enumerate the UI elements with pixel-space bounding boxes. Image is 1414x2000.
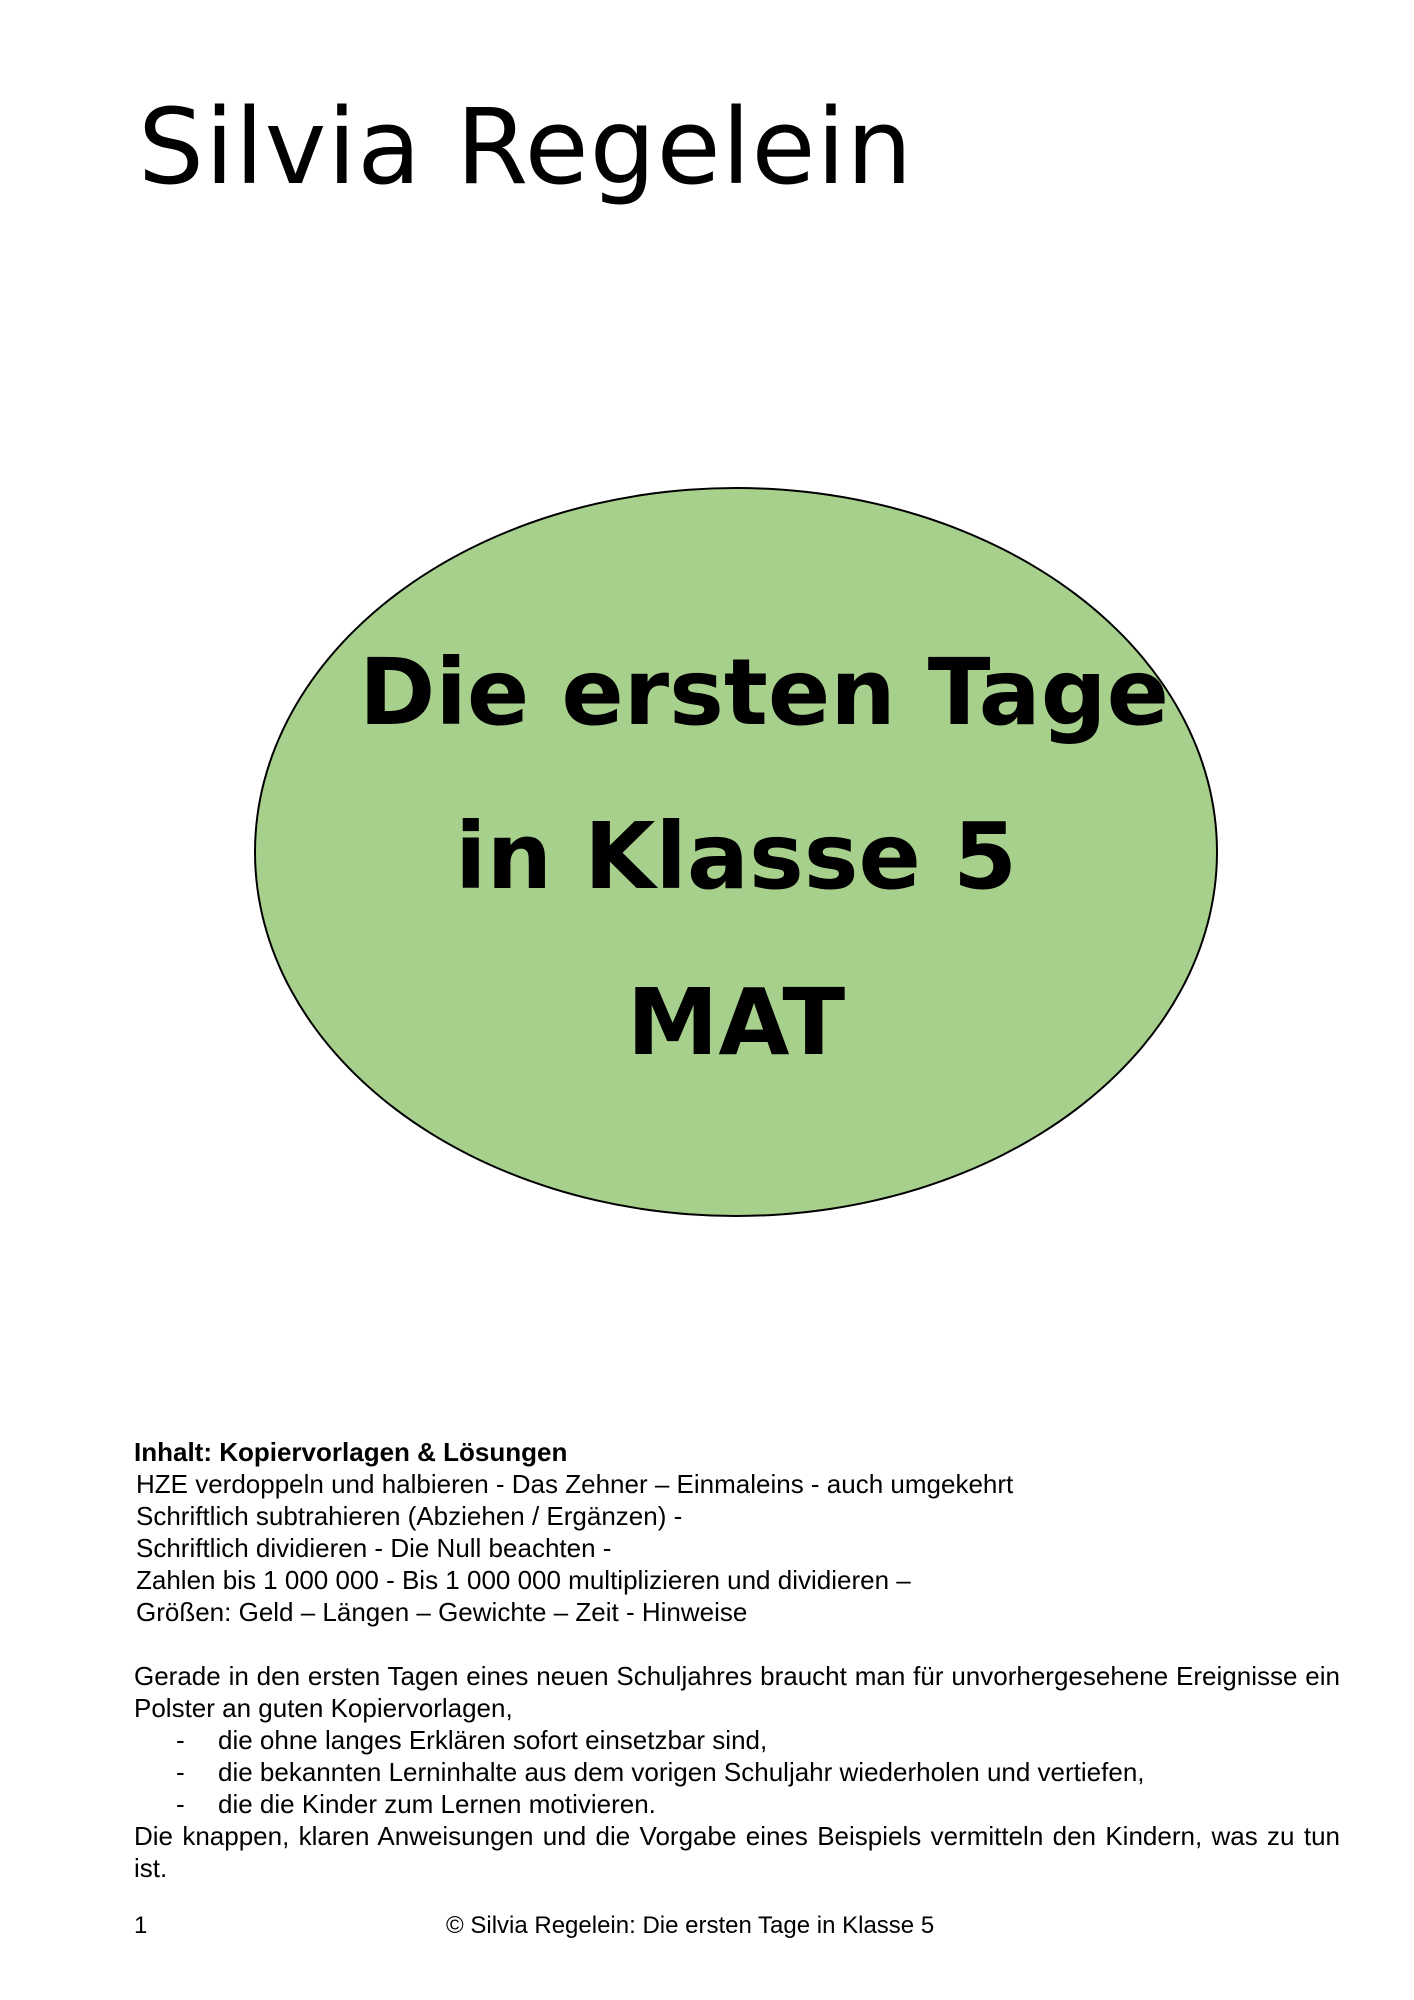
closing-paragraph: Die knappen, klaren Anweisungen und die Vorgabe eines Beispiels vermitteln den Kindern, was zu tun ist. xyxy=(134,1821,1340,1883)
page-number: 1 xyxy=(134,1912,148,1939)
topic-item: Größen: Geld – Längen – Gewichte – Zeit - Hinweise xyxy=(136,1597,748,1627)
bullet-text: die bekannten Lerninhalte aus dem vorigen Schuljahr wiederholen und vertiefen, xyxy=(218,1757,1145,1787)
bullet-item xyxy=(134,1756,1340,1788)
bullet-item xyxy=(134,1724,1340,1756)
topic-item: Schriftlich dividieren - Die Null beachten - xyxy=(136,1533,612,1563)
bullet-dash: - xyxy=(176,1757,185,1787)
topic-item: HZE verdoppeln und halbieren - Das Zehner – Einmaleins - auch umgekehrt xyxy=(136,1469,1014,1499)
topic-item: Zahlen bis 1 000 000 - Bis 1 000 000 multiplizieren und dividieren – xyxy=(136,1565,911,1595)
bullet-dash: - xyxy=(176,1725,185,1755)
bullet-item xyxy=(134,1788,1340,1820)
topic-list xyxy=(134,1468,1340,1628)
page-footer xyxy=(0,1910,1414,1942)
title-line-3: MAT xyxy=(626,969,846,1076)
title-line-2: in Klasse 5 xyxy=(455,803,1017,910)
topic-item: Schriftlich subtrahieren (Abziehen / Ergänzen) - xyxy=(136,1501,683,1531)
bullet-text: die die Kinder zum Lernen motivieren. xyxy=(218,1789,656,1819)
content-heading: Inhalt: Kopiervorlagen & Lösungen xyxy=(134,1437,568,1467)
bullet-text: die ohne langes Erklären sofort einsetzbar sind, xyxy=(218,1725,768,1755)
bullet-dash: - xyxy=(176,1789,185,1819)
title-line-1: Die ersten Tage xyxy=(359,639,1169,746)
intro-paragraph: Gerade in den ersten Tagen eines neuen Schuljahres braucht man für unvorhergesehene Ereignisse ein Polster an guten Kopiervorlagen, xyxy=(134,1661,1340,1723)
author-name: Silvia Regelein xyxy=(138,86,914,208)
copyright-notice: © Silvia Regelein: Die ersten Tage in Klasse 5 xyxy=(446,1912,935,1939)
bullet-list xyxy=(134,1724,1340,1820)
content-section xyxy=(134,1436,1340,1884)
title-block xyxy=(254,487,1218,1217)
